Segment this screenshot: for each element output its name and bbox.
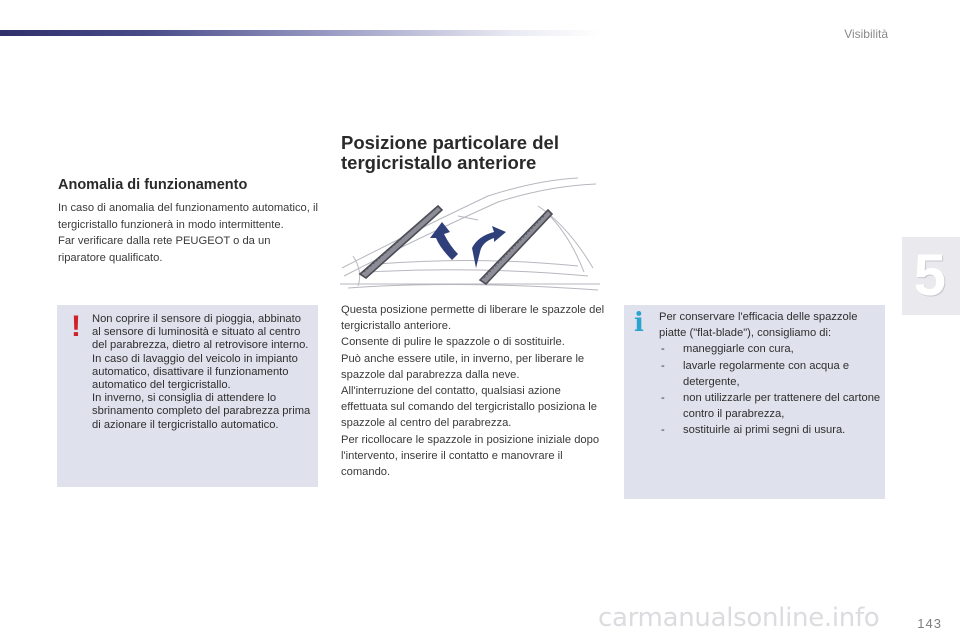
malfunction-paragraph: In caso di anomalia del funzionamento automatico, il tergicristallo funzionerà in modo intermittente. <box>58 202 318 231</box>
special-position-paragraph: Per ricollocare le spazzole in posizione iniziale dopo l'intervento, inserire il contatto e manovrare il comando. <box>341 433 600 479</box>
warning-text <box>92 313 312 432</box>
page-number: 143 <box>917 616 942 631</box>
malfunction-heading: Anomalia di funzionamento <box>58 177 248 193</box>
list-item-text: lavarle regolarmente con acqua e detergente, <box>683 359 850 388</box>
special-position-text <box>341 302 606 480</box>
exclamation-warning-icon: ! <box>71 310 81 343</box>
section-title: Visibilità <box>844 27 888 41</box>
header-gradient-bar <box>0 30 600 36</box>
list-item-text: maneggiarle con cura, <box>683 343 794 356</box>
warning-paragraph: In caso di lavaggio del veicolo in impianto automatico, disattivare il funzionamento automatico del tergicristallo. <box>92 352 298 392</box>
info-text <box>659 309 881 439</box>
list-item-text: sostituirle ai primi segni di usura. <box>683 424 846 437</box>
page-title-line: tergicristallo anteriore <box>341 152 537 173</box>
watermark: carmanualsonline.info <box>598 603 880 633</box>
list-dash: - <box>661 343 665 356</box>
list-item-text: non utilizzarle per trattenere del cartone contro il parabrezza, <box>683 392 881 421</box>
special-position-paragraph: Consente di pulire le spazzole o di sostituirle. <box>341 336 565 349</box>
info-intro: Per conservare l'efficacia delle spazzole piatte ("flat-blade"), consigliamo di: <box>659 311 858 340</box>
list-item <box>659 390 881 422</box>
special-position-paragraph: All'interruzione del contatto, qualsiasi azione effettuata sul comando del tergicristallo posiziona le spazzole al centro del parabrezza. <box>341 385 598 430</box>
list-dash: - <box>661 359 665 372</box>
list-dash: - <box>661 392 665 405</box>
special-position-paragraph: Può anche essere utile, in inverno, per liberare le spazzole dal parabrezza dalla neve. <box>341 352 585 381</box>
chapter-number: 5 <box>913 243 946 308</box>
malfunction-paragraph: Far verificare dalla rete PEUGEOT o da un riparatore qualificato. <box>58 235 271 264</box>
special-position-paragraph: Questa posizione permette di liberare le spazzole del tergicristallo anteriore. <box>341 304 605 333</box>
wiper-illustration <box>338 176 600 296</box>
list-item <box>659 358 881 390</box>
info-list <box>659 341 881 438</box>
malfunction-text <box>58 200 318 266</box>
list-item <box>659 422 881 438</box>
warning-paragraph: In inverno, si consiglia di attendere lo sbrinamento completo del parabrezza prima di azionare il tergicristallo automatico. <box>92 392 311 431</box>
warning-paragraph: Non coprire il sensore di pioggia, abbinato al sensore di luminosità e situato al centro del parabrezza, dietro al retrovisore interno. <box>92 313 309 352</box>
page-title <box>341 133 621 173</box>
page-title-line: Posizione particolare del <box>341 132 559 153</box>
list-dash: - <box>661 424 665 437</box>
list-item <box>659 341 881 357</box>
info-icon: i <box>634 308 644 338</box>
